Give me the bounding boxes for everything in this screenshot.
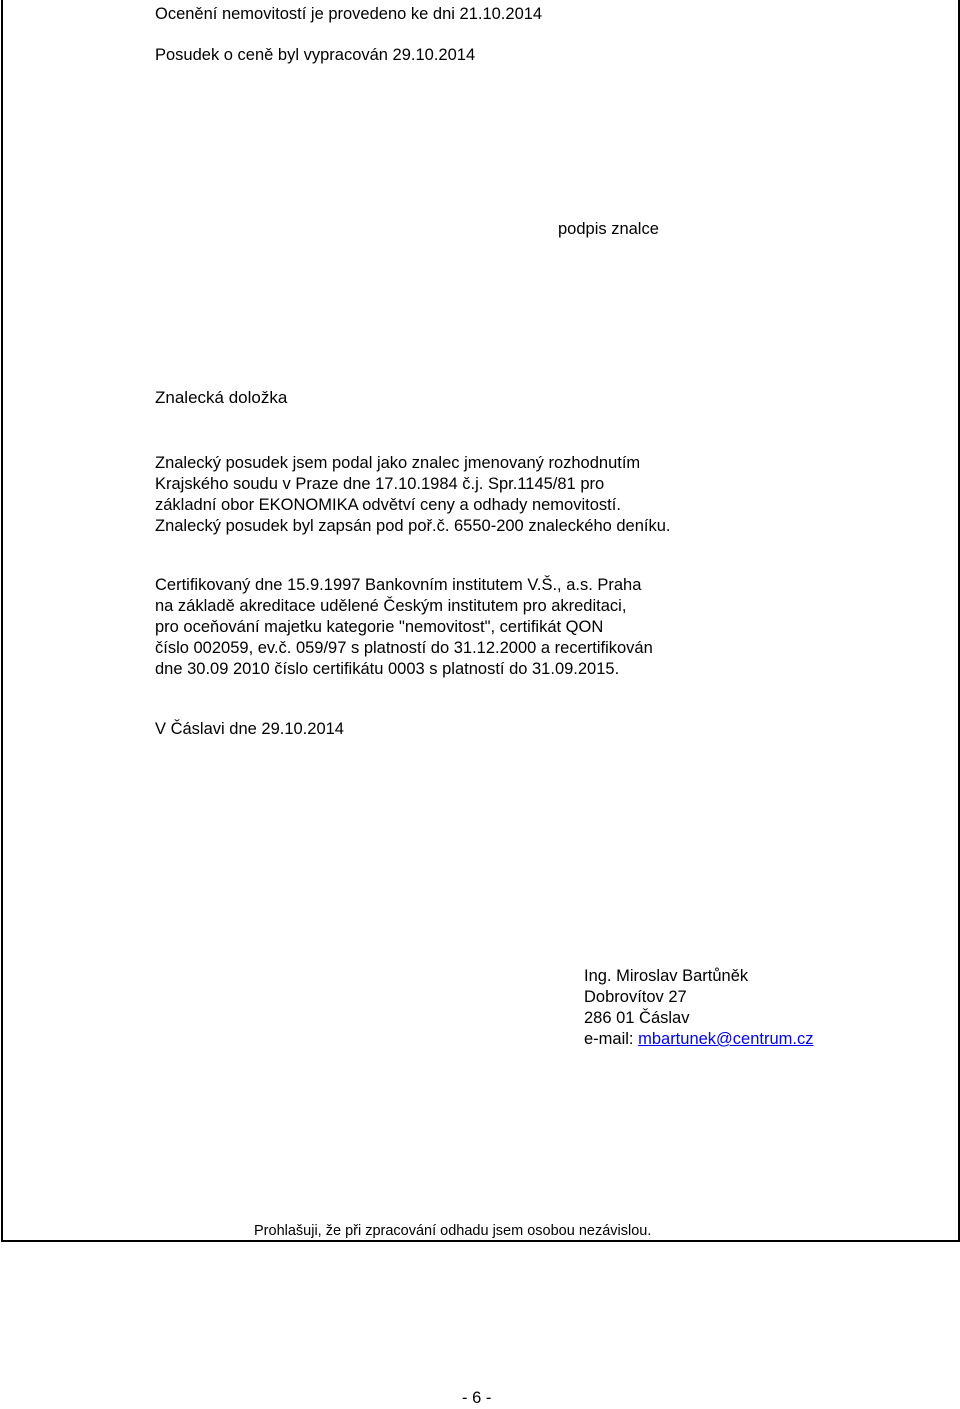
clause-line: Krajského soudu v Praze dne 17.10.1984 č.j. Spr.1145/81 pro — [155, 475, 605, 493]
clause-line: základní obor EKONOMIKA odvětví ceny a odhady nemovitostí. — [155, 496, 621, 514]
expert-street: Dobrovítov 27 — [584, 988, 687, 1006]
expert-email-line — [584, 1029, 814, 1050]
page-number: - 6 - — [462, 1389, 492, 1407]
certification-line: číslo 002059, ev.č. 059/97 s platností do 31.12.2000 a recertifikován — [155, 639, 653, 657]
clause-line: Znalecký posudek byl zapsán pod poř.č. 6550-200 znaleckého deníku. — [155, 517, 671, 535]
place-date: V Čáslavi dne 29.10.2014 — [155, 720, 344, 738]
prepared-date-line: Posudek o ceně byl vypracován 29.10.2014 — [155, 46, 476, 64]
expert-name: Ing. Miroslav Bartůněk — [584, 967, 749, 985]
expert-city: 286 01 Čáslav — [584, 1009, 690, 1027]
certification-paragraph — [155, 575, 653, 680]
expert-address — [584, 966, 814, 1050]
email-label: e-mail: — [584, 1030, 639, 1048]
clause-line: Znalecký posudek jsem podal jako znalec jmenovaný rozhodnutím — [155, 454, 641, 472]
valuation-date-line: Ocenění nemovitostí je provedeno ke dni 21.10.2014 — [155, 5, 543, 23]
email-link[interactable]: mbartunek@centrum.cz — [638, 1030, 814, 1048]
independence-declaration: Prohlašuji, že při zpracování odhadu jsem osobou nezávislou. — [254, 1223, 652, 1239]
certification-line: pro oceňování majetku kategorie "nemovitost", certifikát QON — [155, 618, 604, 636]
clause-title: Znalecká doložka — [155, 388, 288, 407]
signature-label: podpis znalce — [558, 220, 659, 238]
certification-line: Certifikovaný dne 15.9.1997 Bankovním institutem V.Š., a.s. Praha — [155, 576, 642, 594]
certification-line: dne 30.09 2010 číslo certifikátu 0003 s platností do 31.09.2015. — [155, 660, 620, 678]
clause-paragraph — [155, 453, 671, 537]
certification-line: na základě akreditace udělené Českým institutem pro akreditaci, — [155, 597, 627, 615]
